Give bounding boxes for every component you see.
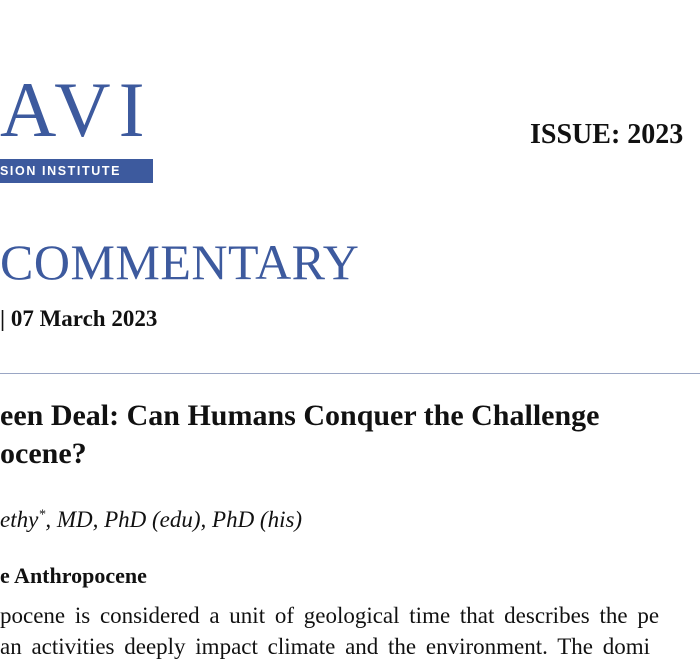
author-line [0, 505, 302, 535]
divider [0, 373, 700, 374]
section-subheading: e Anthropocene [0, 563, 147, 588]
section-title: COMMENTARY [0, 234, 360, 290]
author-footnote-marker: * [38, 507, 46, 523]
body-line-2: an activities deeply impact climate and the environment. The domi [0, 634, 650, 659]
body-paragraph [0, 600, 659, 660]
headline-line-2: ocene? [0, 437, 87, 470]
institute-logo [0, 70, 160, 185]
publication-date: | 07 March 2023 [0, 306, 158, 331]
logo-tagline: SION INSTITUTE [0, 159, 153, 183]
article-headline [0, 397, 599, 473]
headline-line-1: een Deal: Can Humans Conquer the Challenge [0, 399, 600, 432]
logo-wordmark: AVI [0, 70, 153, 153]
author-name: ethy [0, 507, 39, 532]
issue-label: ISSUE: 2023 [530, 119, 684, 150]
author-credentials: , MD, PhD (edu), PhD (his) [45, 507, 303, 532]
body-line-1: pocene is considered a unit of geological time that describes the pe [0, 603, 660, 628]
